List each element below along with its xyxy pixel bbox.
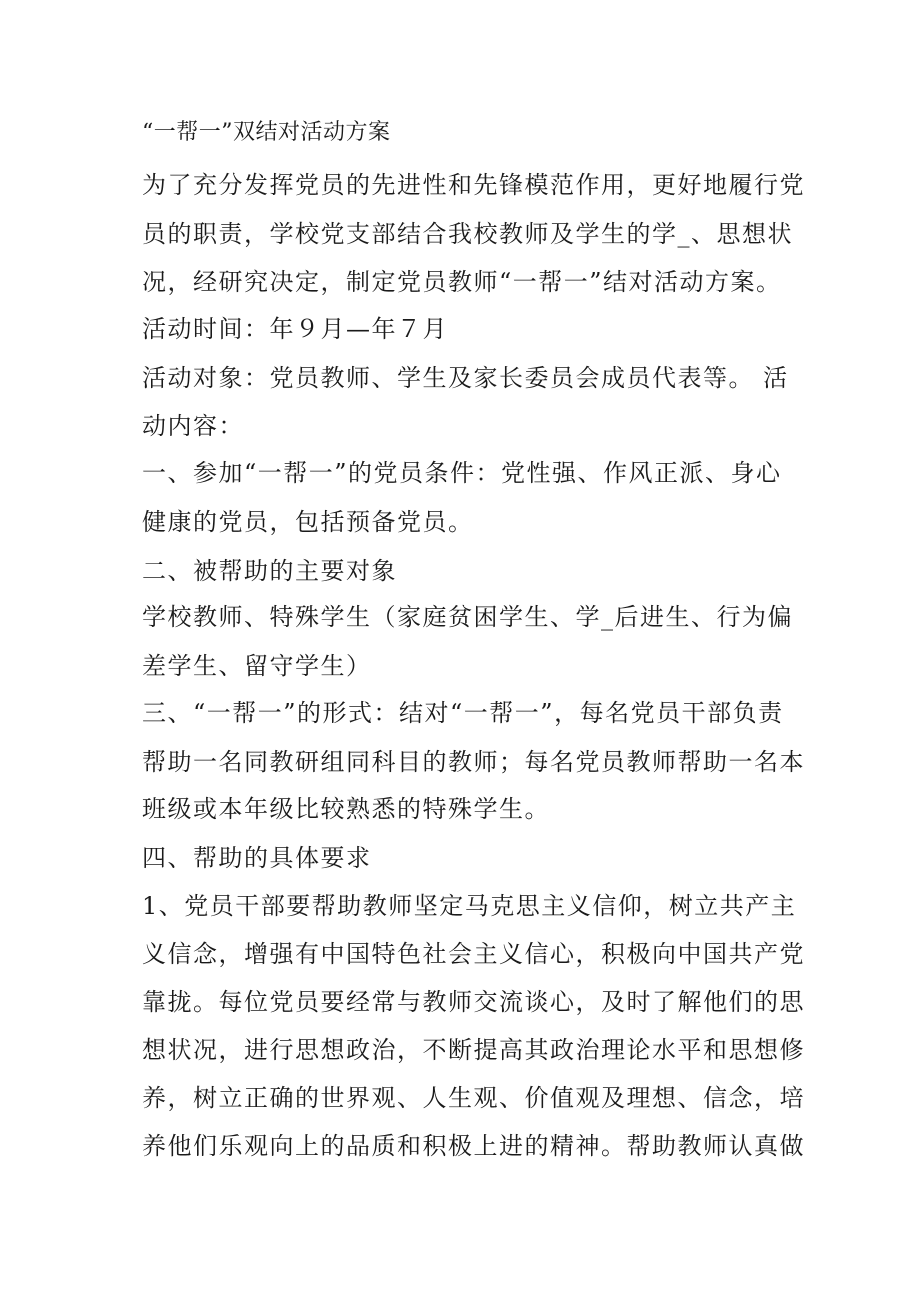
- body-line: 为了充分发挥党员的先进性和先锋模范作用，更好地履行党: [142, 171, 805, 199]
- body-line: 四、帮助的具体要求: [142, 844, 372, 872]
- body-line: 活动时间：年９月—年７月: [142, 315, 448, 343]
- body-line: 养，树立正确的世界观、人生观、价值观及理想、信念，培: [142, 1084, 805, 1112]
- document-title: “一帮一”双结对活动方案: [142, 120, 391, 145]
- body-line: 健康的党员，包括预备党员。: [142, 508, 474, 536]
- body-line: 想状况，进行思想政治，不断提高其政治理论水平和思想修: [142, 1036, 805, 1064]
- body-line: 一、参加“一帮一”的党员条件：党性强、作风正派、身心: [142, 459, 782, 487]
- body-line: 1、党员干部要帮助教师坚定马克思主义信仰，树立共产主: [142, 892, 797, 920]
- body-line: 学校教师、特殊学生（家庭贫困学生、学_后进生、行为偏: [142, 603, 793, 631]
- body-line: 养他们乐观向上的品质和积极上进的精神。帮助教师认真做: [142, 1132, 805, 1160]
- body-line: 活动对象：党员教师、学生及家长委员会成员代表等。 活: [142, 364, 789, 392]
- body-line: 靠拢。每位党员要经常与教师交流谈心，及时了解他们的思: [142, 988, 805, 1016]
- body-line: 动内容：: [142, 412, 244, 440]
- body-line: 义信念，增强有中国特色社会主义信心，积极向中国共产党: [142, 940, 805, 968]
- body-line: 员的职责，学校党支部结合我校教师及学生的学_、思想状: [142, 220, 793, 248]
- body-line: 三、“一帮一”的形式：结对“一帮一”，每名党员干部负责: [142, 699, 784, 727]
- body-line: 二、被帮助的主要对象: [142, 557, 397, 585]
- body-line: 差学生、留守学生）: [142, 652, 372, 680]
- body-line: 帮助一名同教研组同科目的教师；每名党员教师帮助一名本: [142, 748, 805, 776]
- body-line: 班级或本年级比较熟悉的特殊学生。: [142, 795, 550, 823]
- body-line: 况，经研究决定，制定党员教师“一帮一”结对活动方案。: [142, 268, 782, 296]
